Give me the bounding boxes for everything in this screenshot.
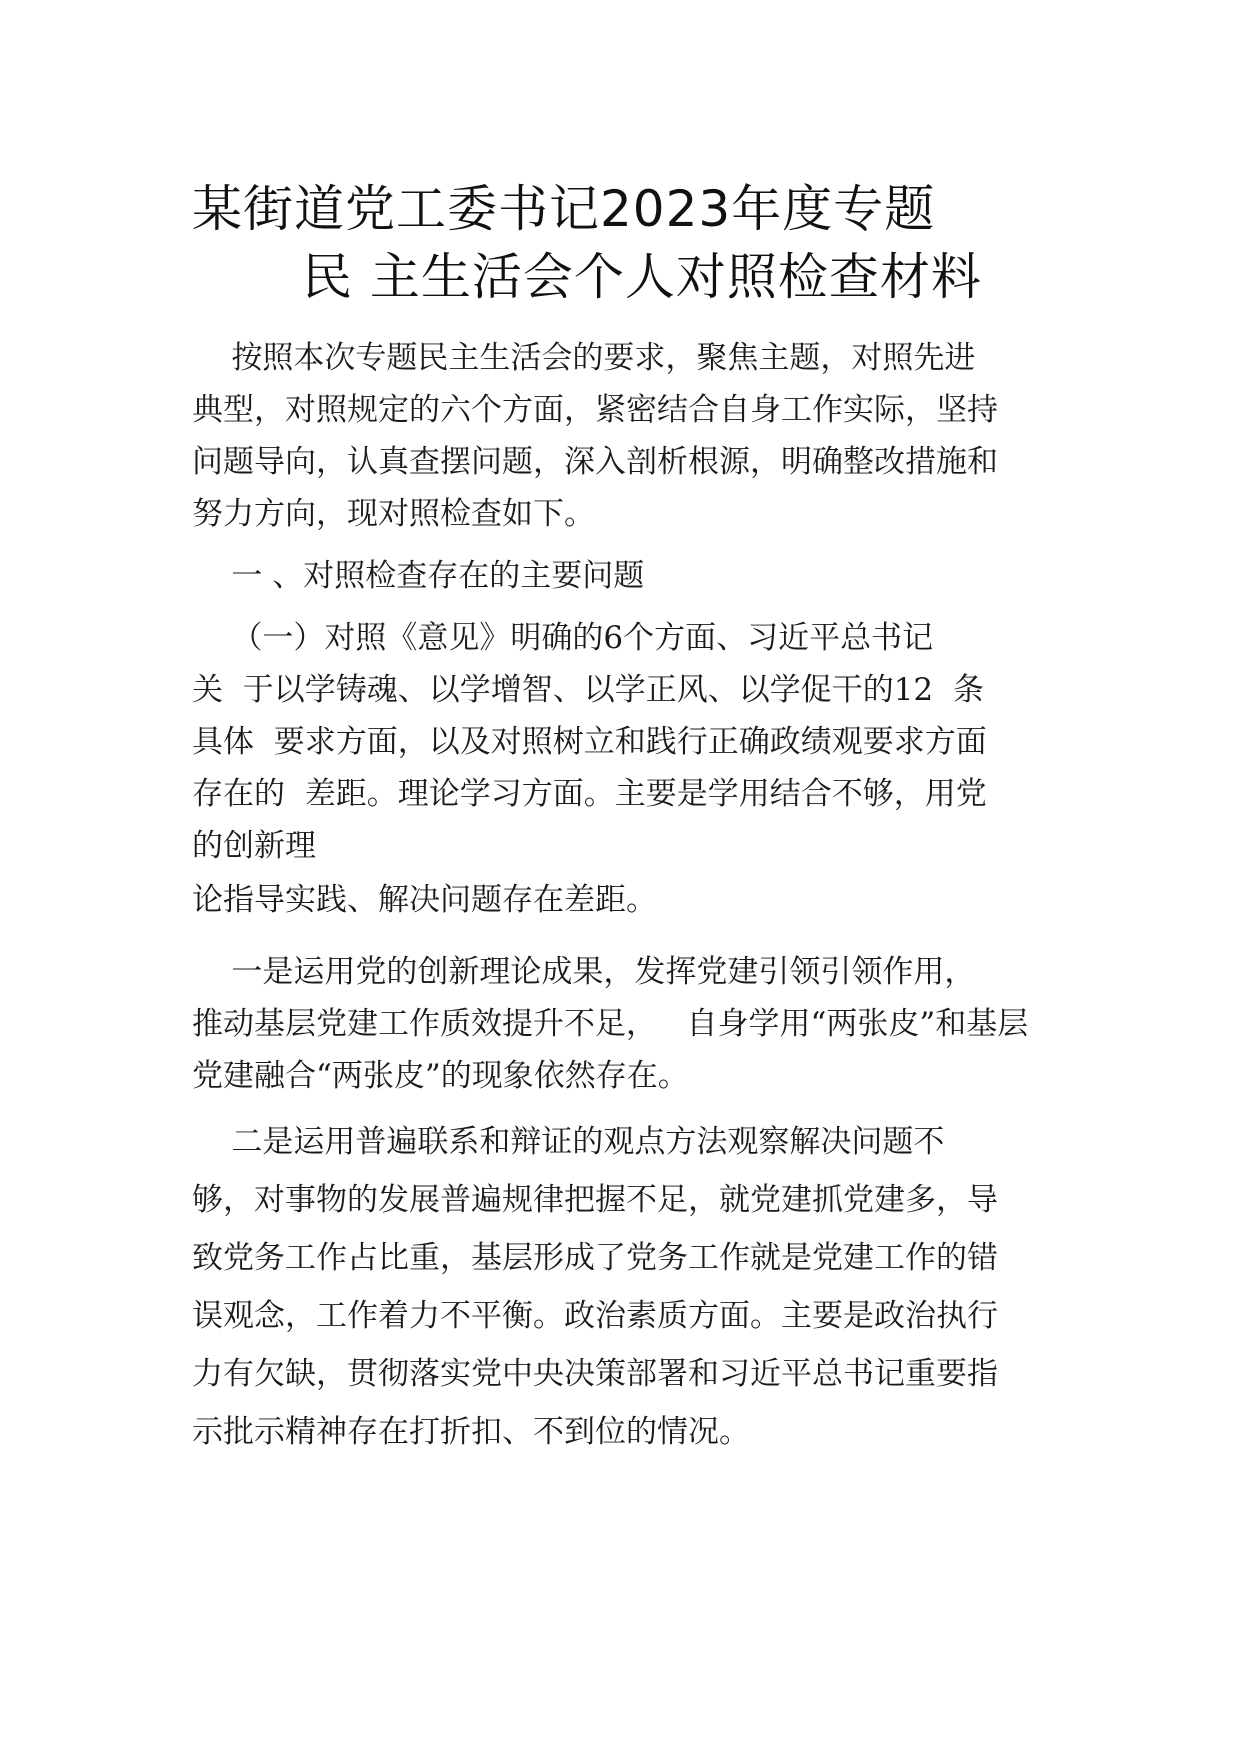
intro-line: 按照本次专题民主生活会的要求，聚焦主题，对照先进 (192, 340, 976, 376)
point-two-line: 够，对事物的发展普遍规律把握不足，就党建抓党建多，导 (192, 1182, 998, 1218)
point-one-line: 党建融合“两张皮”的现象依然存在。 (192, 1058, 689, 1094)
point-two-line: 致党务工作占比重，基层形成了党务工作就是党建工作的错 (192, 1240, 998, 1276)
intro-line: 问题导向，认真查摆问题，深入剖析根源，明确整改措施和 (192, 444, 998, 480)
subsection-line: 具体 要求方面，以及对照树立和践行正确政绩观要求方面 (192, 724, 987, 760)
document-title-line-2: 民 主生活会个人对照检查材料 (302, 248, 982, 306)
point-one-line: 一是运用党的创新理论成果，发挥党建引领引领作用， (192, 954, 976, 990)
subsection-line: （一）对照《意见》明确的6个方面、习近平总书记 (192, 620, 934, 656)
point-two-line: 力有欠缺，贯彻落实党中央决策部署和习近平总书记重要指 (192, 1356, 998, 1392)
subsection-line: 论指导实践、解决问题存在差距。 (192, 882, 657, 918)
subsection-line: 的创新理 (192, 828, 316, 864)
subsection-line: 存在的 差距。理论学习方面。主要是学用结合不够，用党 (192, 776, 987, 812)
point-two-line: 示批示精神存在打折扣、不到位的情况。 (192, 1414, 750, 1450)
point-two-line: 二是运用普遍联系和辩证的观点方法观察解决问题不 (192, 1124, 945, 1160)
intro-line: 典型，对照规定的六个方面，紧密结合自身工作实际，坚持 (192, 392, 998, 428)
section-heading: 一 、对照检查存在的主要问题 (192, 558, 645, 594)
intro-line: 努力方向，现对照检查如下。 (192, 496, 595, 532)
subsection-line: 关 于以学铸魂、以学增智、以学正风、以学促干的12 条 (192, 672, 984, 708)
point-one-line: 推动基层党建工作质效提升不足， 自身学用“两张皮”和基层 (192, 1006, 1029, 1042)
document-title-line-1: 某街道党工委书记2023年度专题 (192, 180, 936, 238)
point-two-line: 误观念，工作着力不平衡。政治素质方面。主要是政治执行 (192, 1298, 998, 1334)
